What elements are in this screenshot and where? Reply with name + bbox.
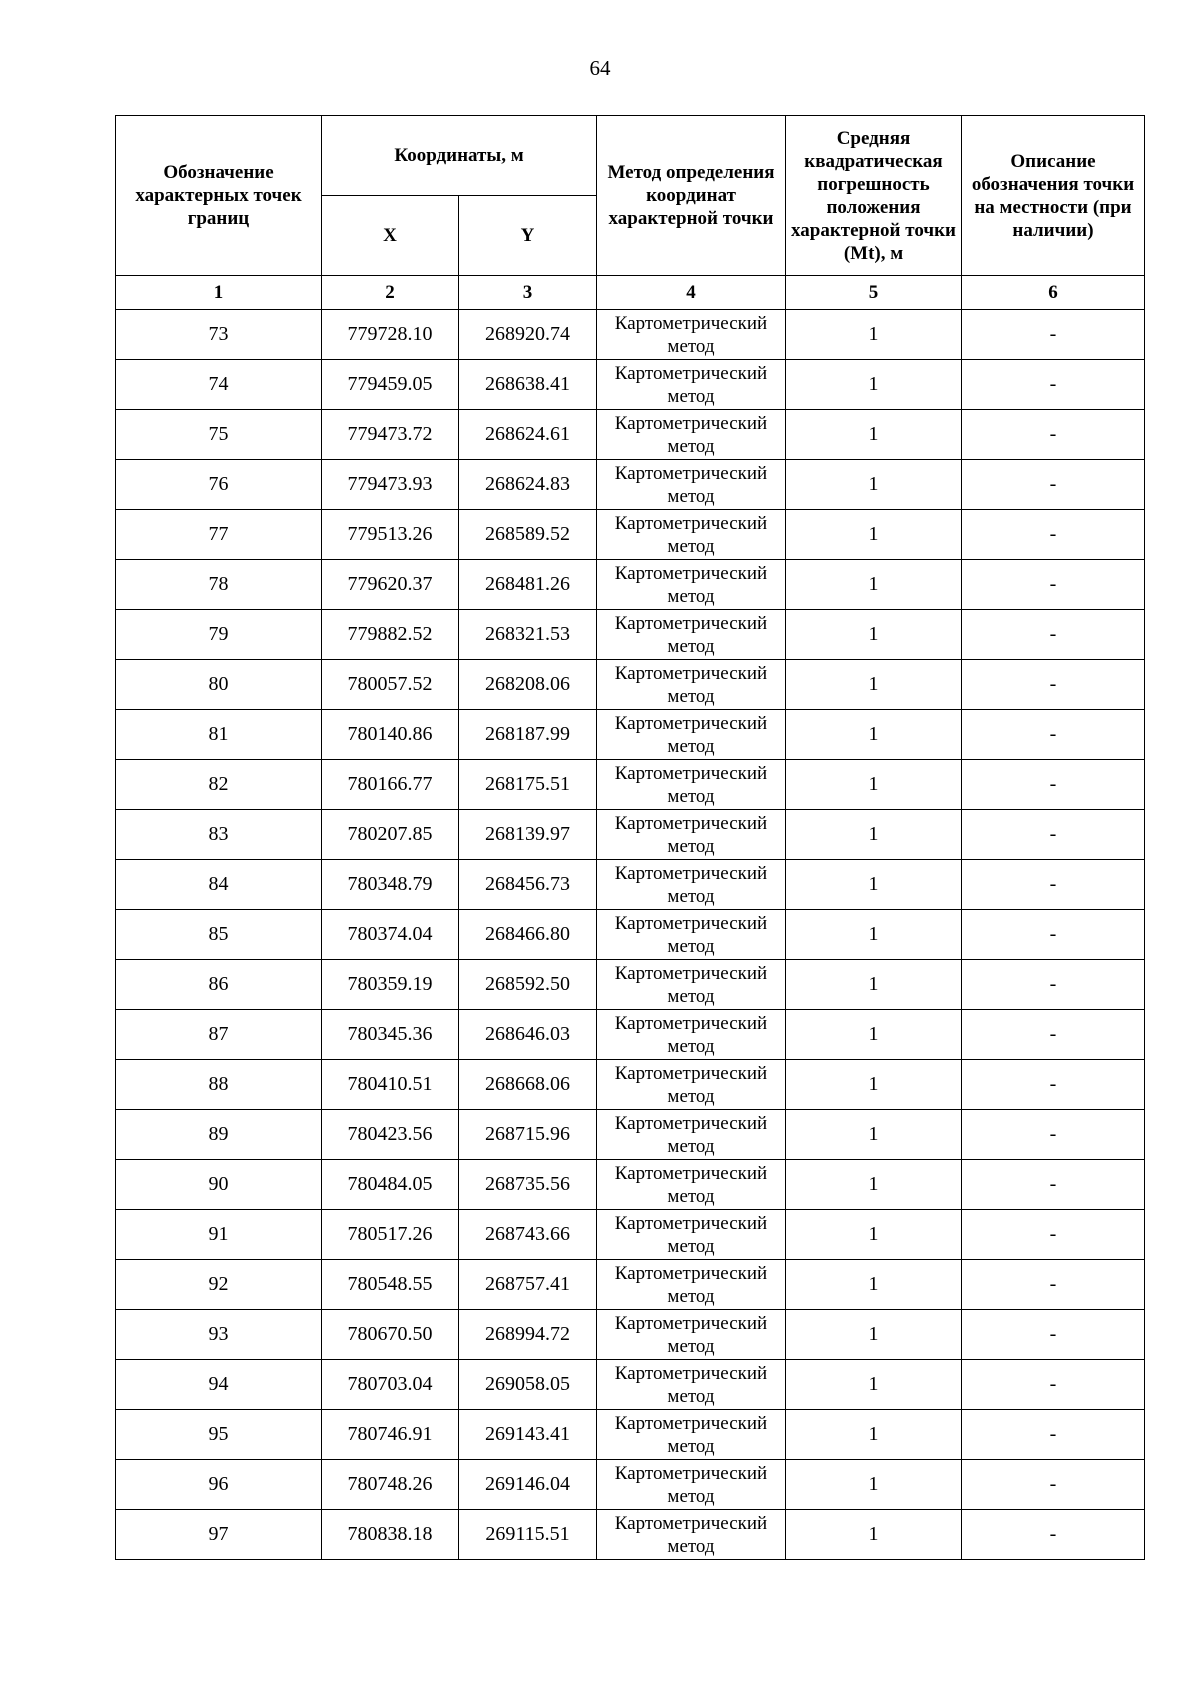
- point-id-cell: 79: [116, 610, 322, 660]
- table-row: [116, 460, 1145, 510]
- method-cell: Картометрический метод: [597, 410, 786, 460]
- error-cell: 1: [786, 710, 962, 760]
- y-coord-cell: 268187.99: [459, 710, 597, 760]
- description-cell: -: [962, 910, 1145, 960]
- error-cell: 1: [786, 1210, 962, 1260]
- table-body: [116, 310, 1145, 1560]
- error-cell: 1: [786, 910, 962, 960]
- table-row: [116, 710, 1145, 760]
- point-id-cell: 89: [116, 1110, 322, 1160]
- point-id-cell: 90: [116, 1160, 322, 1210]
- method-cell: Картометрический метод: [597, 810, 786, 860]
- y-coord-cell: 268481.26: [459, 560, 597, 610]
- method-cell: Картометрический метод: [597, 1110, 786, 1160]
- method-cell: Картометрический метод: [597, 710, 786, 760]
- description-cell: -: [962, 1260, 1145, 1310]
- point-id-cell: 80: [116, 660, 322, 710]
- method-cell: Картометрический метод: [597, 760, 786, 810]
- method-cell: Картометрический метод: [597, 1310, 786, 1360]
- y-coord-cell: 268920.74: [459, 310, 597, 360]
- column-number: 1: [116, 276, 322, 310]
- y-coord-cell: 269115.51: [459, 1510, 597, 1560]
- table-row: [116, 610, 1145, 660]
- x-coord-cell: 780166.77: [322, 760, 459, 810]
- y-coord-cell: 268715.96: [459, 1110, 597, 1160]
- table-row: [116, 1110, 1145, 1160]
- error-cell: 1: [786, 1060, 962, 1110]
- method-cell: Картометрический метод: [597, 560, 786, 610]
- table-row: [116, 1160, 1145, 1210]
- header-y: Y: [459, 196, 597, 276]
- method-cell: Картометрический метод: [597, 960, 786, 1010]
- y-coord-cell: 268743.66: [459, 1210, 597, 1260]
- point-id-cell: 93: [116, 1310, 322, 1360]
- error-cell: 1: [786, 1460, 962, 1510]
- x-coord-cell: 779473.72: [322, 410, 459, 460]
- table-row: [116, 560, 1145, 610]
- x-coord-cell: 779473.93: [322, 460, 459, 510]
- error-cell: 1: [786, 1510, 962, 1560]
- point-id-cell: 83: [116, 810, 322, 860]
- column-number: 5: [786, 276, 962, 310]
- error-cell: 1: [786, 760, 962, 810]
- y-coord-cell: 269143.41: [459, 1410, 597, 1460]
- table-row: [116, 660, 1145, 710]
- description-cell: -: [962, 1360, 1145, 1410]
- x-coord-cell: 780548.55: [322, 1260, 459, 1310]
- x-coord-cell: 780484.05: [322, 1160, 459, 1210]
- header-error: Средняя квадратическая погрешность положения характерной точки (Mt), м: [786, 116, 962, 276]
- error-cell: 1: [786, 1310, 962, 1360]
- x-coord-cell: 780410.51: [322, 1060, 459, 1110]
- point-id-cell: 81: [116, 710, 322, 760]
- table-row: [116, 1010, 1145, 1060]
- table-row: [116, 1060, 1145, 1110]
- method-cell: Картометрический метод: [597, 860, 786, 910]
- point-id-cell: 78: [116, 560, 322, 610]
- table-row: [116, 310, 1145, 360]
- x-coord-cell: 780517.26: [322, 1210, 459, 1260]
- method-cell: Картометрический метод: [597, 1160, 786, 1210]
- y-coord-cell: 268175.51: [459, 760, 597, 810]
- table-row: [116, 510, 1145, 560]
- y-coord-cell: 268456.73: [459, 860, 597, 910]
- table-row: [116, 1460, 1145, 1510]
- table-row: [116, 760, 1145, 810]
- method-cell: Картометрический метод: [597, 1360, 786, 1410]
- x-coord-cell: 780746.91: [322, 1410, 459, 1460]
- x-coord-cell: 779459.05: [322, 360, 459, 410]
- x-coord-cell: 780057.52: [322, 660, 459, 710]
- description-cell: -: [962, 1160, 1145, 1210]
- description-cell: -: [962, 860, 1145, 910]
- point-id-cell: 96: [116, 1460, 322, 1510]
- description-cell: -: [962, 360, 1145, 410]
- description-cell: -: [962, 1510, 1145, 1560]
- x-coord-cell: 780748.26: [322, 1460, 459, 1510]
- point-id-cell: 95: [116, 1410, 322, 1460]
- y-coord-cell: 268592.50: [459, 960, 597, 1010]
- method-cell: Картометрический метод: [597, 1510, 786, 1560]
- method-cell: Картометрический метод: [597, 910, 786, 960]
- point-id-cell: 87: [116, 1010, 322, 1060]
- y-coord-cell: 269146.04: [459, 1460, 597, 1510]
- description-cell: -: [962, 510, 1145, 560]
- error-cell: 1: [786, 310, 962, 360]
- description-cell: -: [962, 710, 1145, 760]
- point-id-cell: 97: [116, 1510, 322, 1560]
- error-cell: 1: [786, 1160, 962, 1210]
- point-id-cell: 91: [116, 1210, 322, 1260]
- x-coord-cell: 780703.04: [322, 1360, 459, 1410]
- table-row: [116, 360, 1145, 410]
- point-id-cell: 86: [116, 960, 322, 1010]
- x-coord-cell: 780838.18: [322, 1510, 459, 1560]
- error-cell: 1: [786, 610, 962, 660]
- table-row: [116, 960, 1145, 1010]
- error-cell: 1: [786, 860, 962, 910]
- method-cell: Картометрический метод: [597, 360, 786, 410]
- table-row: [116, 1260, 1145, 1310]
- point-id-cell: 82: [116, 760, 322, 810]
- error-cell: 1: [786, 810, 962, 860]
- error-cell: 1: [786, 1110, 962, 1160]
- error-cell: 1: [786, 1260, 962, 1310]
- description-cell: -: [962, 1110, 1145, 1160]
- method-cell: Картометрический метод: [597, 610, 786, 660]
- description-cell: -: [962, 660, 1145, 710]
- boundary-points-table: [115, 115, 1145, 1560]
- y-coord-cell: 268757.41: [459, 1260, 597, 1310]
- header-x: X: [322, 196, 459, 276]
- y-coord-cell: 268646.03: [459, 1010, 597, 1060]
- x-coord-cell: 779728.10: [322, 310, 459, 360]
- description-cell: -: [962, 1060, 1145, 1110]
- description-cell: -: [962, 560, 1145, 610]
- y-coord-cell: 268624.83: [459, 460, 597, 510]
- header-description: Описание обозначения точки на местности (при наличии): [962, 116, 1145, 276]
- method-cell: Картометрический метод: [597, 460, 786, 510]
- y-coord-cell: 268589.52: [459, 510, 597, 560]
- error-cell: 1: [786, 1410, 962, 1460]
- method-cell: Картометрический метод: [597, 310, 786, 360]
- y-coord-cell: 268624.61: [459, 410, 597, 460]
- column-number: 3: [459, 276, 597, 310]
- error-cell: 1: [786, 560, 962, 610]
- table-row: [116, 1410, 1145, 1460]
- column-number: 4: [597, 276, 786, 310]
- table-row: [116, 860, 1145, 910]
- error-cell: 1: [786, 1360, 962, 1410]
- table-row: [116, 1210, 1145, 1260]
- method-cell: Картометрический метод: [597, 510, 786, 560]
- error-cell: 1: [786, 460, 962, 510]
- error-cell: 1: [786, 360, 962, 410]
- x-coord-cell: 780348.79: [322, 860, 459, 910]
- y-coord-cell: 268466.80: [459, 910, 597, 960]
- description-cell: -: [962, 610, 1145, 660]
- table-row: [116, 810, 1145, 860]
- y-coord-cell: 268994.72: [459, 1310, 597, 1360]
- method-cell: Картометрический метод: [597, 1060, 786, 1110]
- x-coord-cell: 779882.52: [322, 610, 459, 660]
- y-coord-cell: 268668.06: [459, 1060, 597, 1110]
- table-row: [116, 1360, 1145, 1410]
- header-method: Метод определения координат характерной точки: [597, 116, 786, 276]
- y-coord-cell: 268321.53: [459, 610, 597, 660]
- point-id-cell: 75: [116, 410, 322, 460]
- x-coord-cell: 779513.26: [322, 510, 459, 560]
- method-cell: Картометрический метод: [597, 1460, 786, 1510]
- x-coord-cell: 780670.50: [322, 1310, 459, 1360]
- header-point: Обозначение характерных точек границ: [116, 116, 322, 276]
- method-cell: Картометрический метод: [597, 1210, 786, 1260]
- page-number: 64: [589, 56, 611, 80]
- method-cell: Картометрический метод: [597, 1010, 786, 1060]
- point-id-cell: 88: [116, 1060, 322, 1110]
- x-coord-cell: 780423.56: [322, 1110, 459, 1160]
- description-cell: -: [962, 960, 1145, 1010]
- column-number: 6: [962, 276, 1145, 310]
- description-cell: -: [962, 760, 1145, 810]
- method-cell: Картометрический метод: [597, 1260, 786, 1310]
- header-coords: Координаты, м: [322, 116, 597, 196]
- description-cell: -: [962, 460, 1145, 510]
- x-coord-cell: 780207.85: [322, 810, 459, 860]
- x-coord-cell: 780359.19: [322, 960, 459, 1010]
- description-cell: -: [962, 1460, 1145, 1510]
- description-cell: -: [962, 1010, 1145, 1060]
- x-coord-cell: 780140.86: [322, 710, 459, 760]
- description-cell: -: [962, 810, 1145, 860]
- point-id-cell: 94: [116, 1360, 322, 1410]
- table-row: [116, 910, 1145, 960]
- x-coord-cell: 779620.37: [322, 560, 459, 610]
- point-id-cell: 85: [116, 910, 322, 960]
- table-row: [116, 1510, 1145, 1560]
- point-id-cell: 77: [116, 510, 322, 560]
- point-id-cell: 92: [116, 1260, 322, 1310]
- description-cell: -: [962, 310, 1145, 360]
- y-coord-cell: 269058.05: [459, 1360, 597, 1410]
- error-cell: 1: [786, 1010, 962, 1060]
- description-cell: -: [962, 1410, 1145, 1460]
- y-coord-cell: 268208.06: [459, 660, 597, 710]
- table-row: [116, 410, 1145, 460]
- method-cell: Картометрический метод: [597, 660, 786, 710]
- column-number-row: [116, 276, 1145, 310]
- error-cell: 1: [786, 960, 962, 1010]
- column-number: 2: [322, 276, 459, 310]
- point-id-cell: 76: [116, 460, 322, 510]
- x-coord-cell: 780345.36: [322, 1010, 459, 1060]
- point-id-cell: 73: [116, 310, 322, 360]
- description-cell: -: [962, 1310, 1145, 1360]
- error-cell: 1: [786, 660, 962, 710]
- error-cell: 1: [786, 410, 962, 460]
- description-cell: -: [962, 410, 1145, 460]
- point-id-cell: 84: [116, 860, 322, 910]
- table-row: [116, 1310, 1145, 1360]
- error-cell: 1: [786, 510, 962, 560]
- description-cell: -: [962, 1210, 1145, 1260]
- point-id-cell: 74: [116, 360, 322, 410]
- y-coord-cell: 268735.56: [459, 1160, 597, 1210]
- method-cell: Картометрический метод: [597, 1410, 786, 1460]
- y-coord-cell: 268139.97: [459, 810, 597, 860]
- x-coord-cell: 780374.04: [322, 910, 459, 960]
- y-coord-cell: 268638.41: [459, 360, 597, 410]
